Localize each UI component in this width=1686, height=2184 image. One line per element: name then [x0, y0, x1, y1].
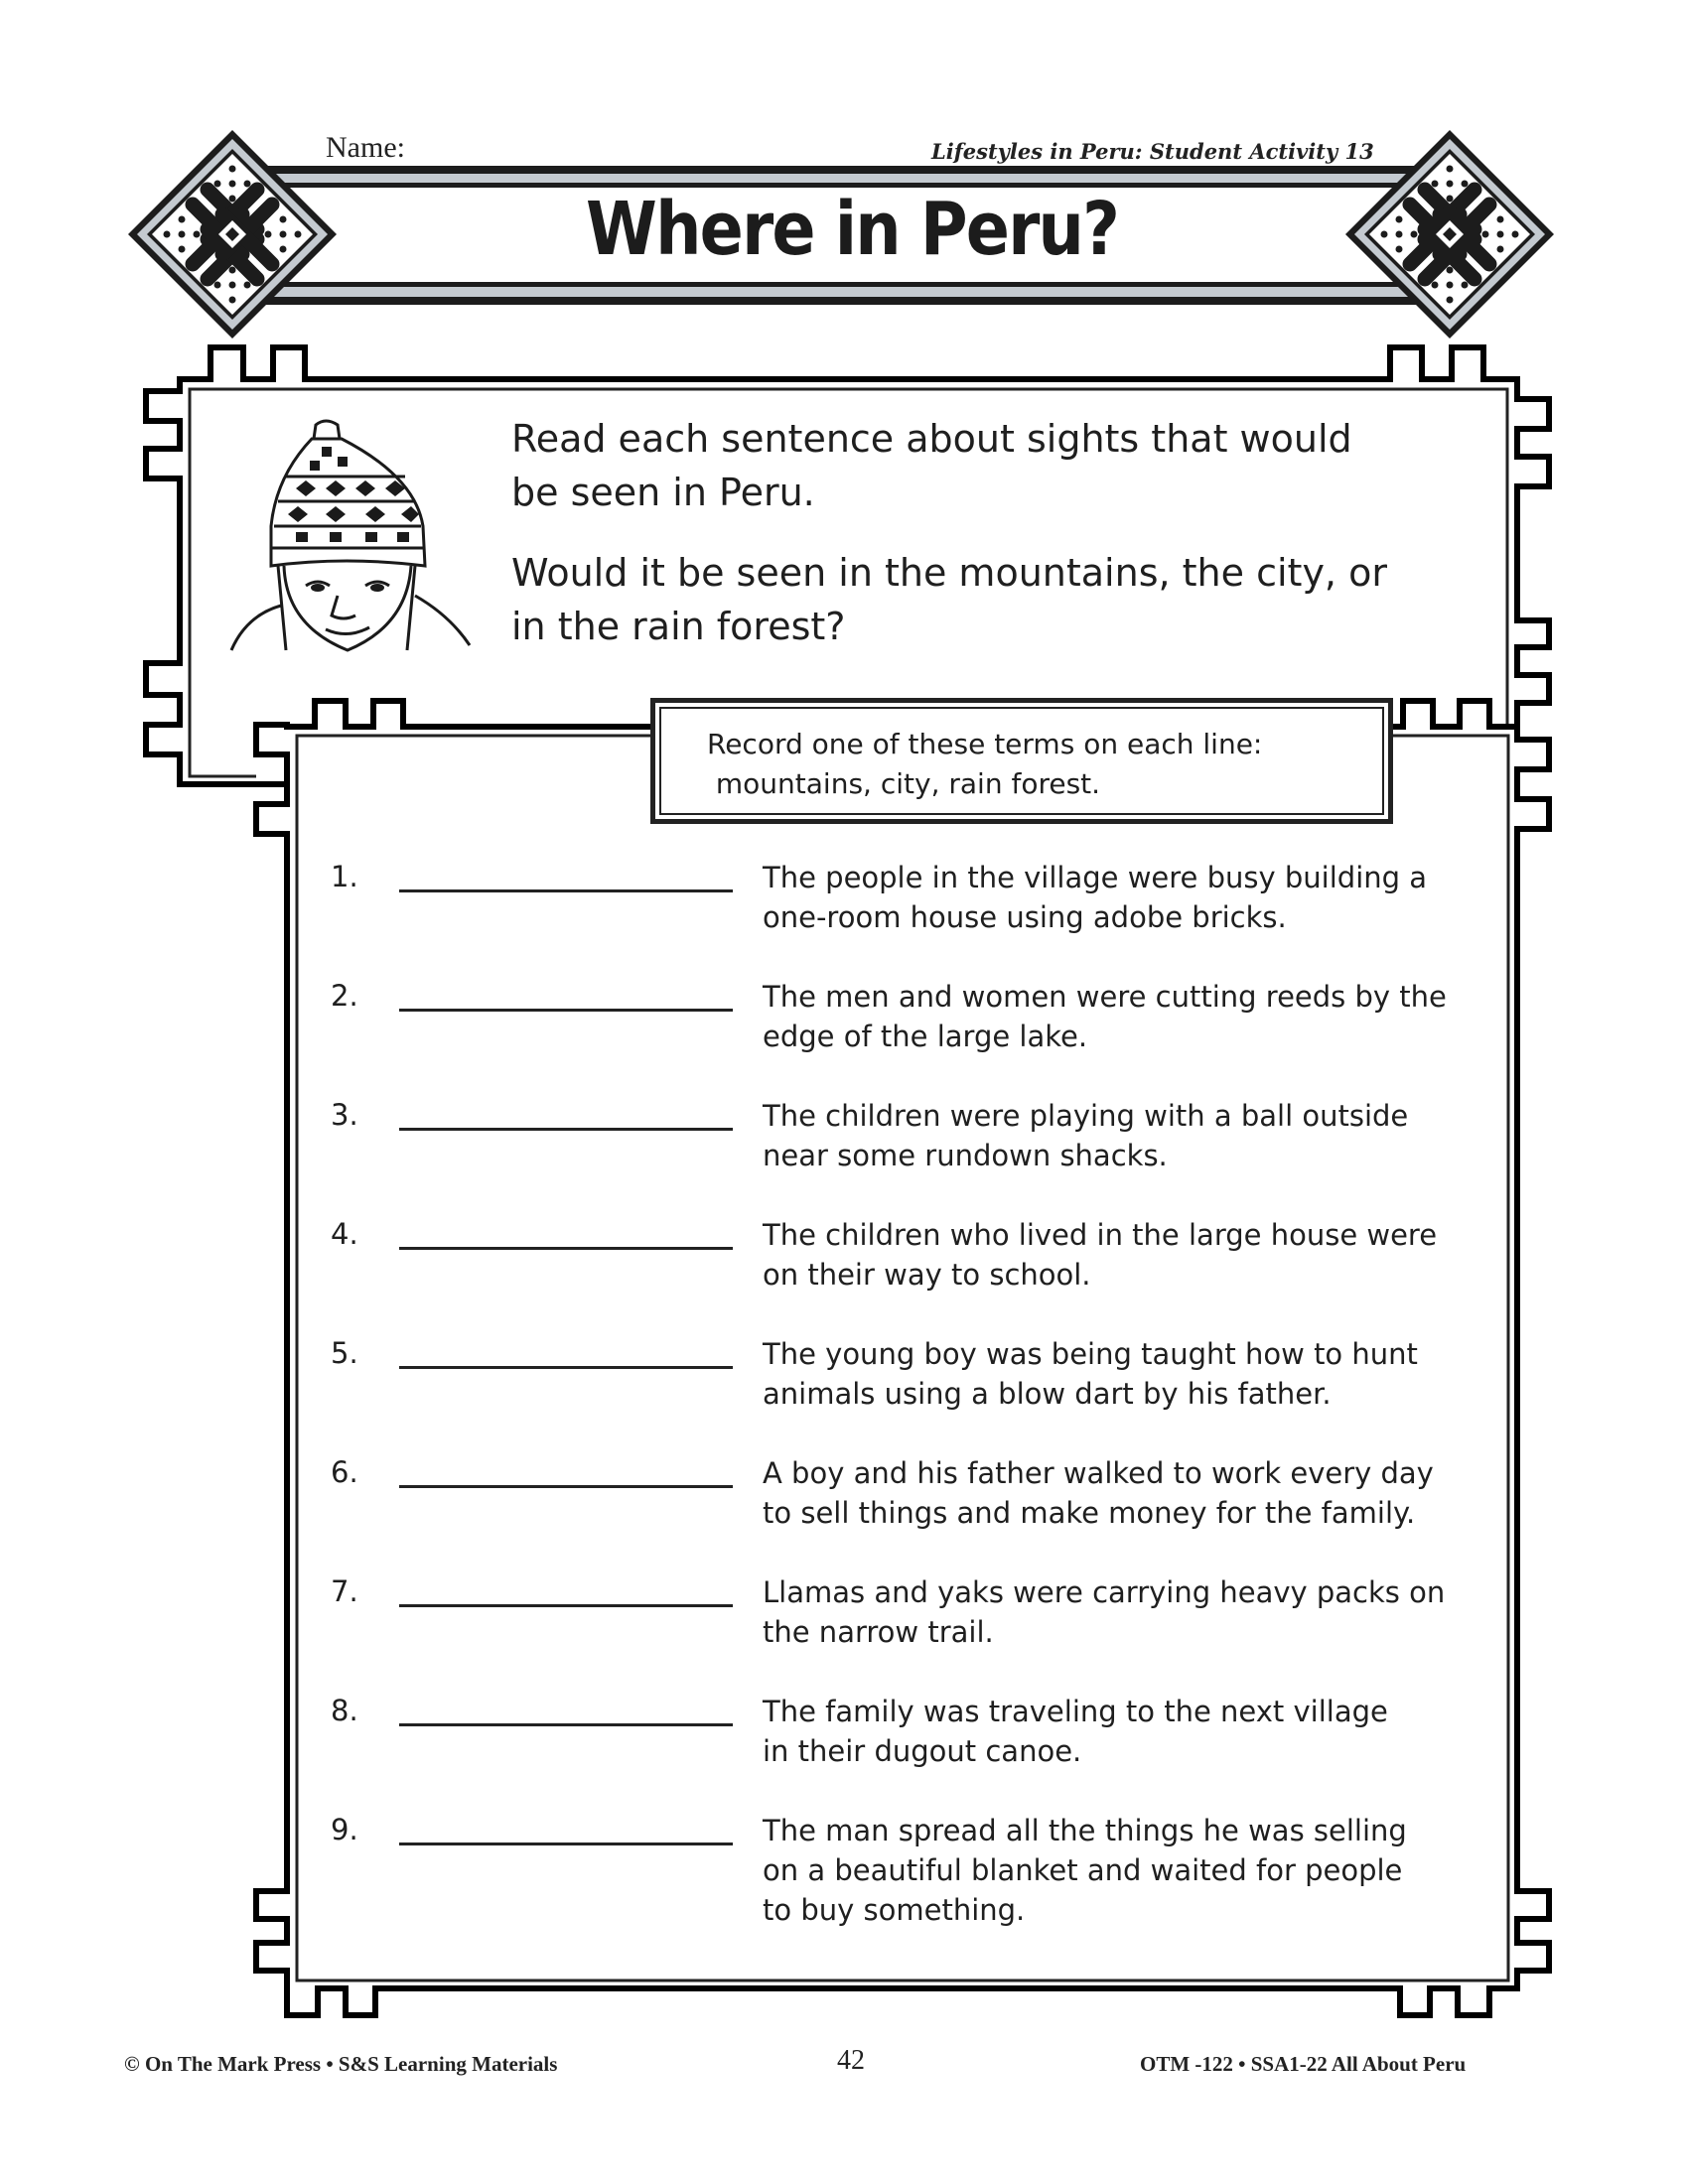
page-number: 42 — [837, 2045, 865, 2076]
answer-line-6[interactable] — [399, 1485, 733, 1488]
question-text: The people in the village were busy building a one-room house using adobe bricks. — [763, 861, 1428, 934]
instructions-line: mountains, city, rain forest. — [707, 767, 1101, 800]
answer-line-3[interactable] — [399, 1128, 733, 1131]
answer-line-5[interactable] — [399, 1366, 733, 1369]
question-text: The children were playing with a ball outside near some rundown shacks. — [763, 1099, 1409, 1172]
footer-product-code: OTM -122 • SSA1-22 All About Peru — [1140, 2052, 1467, 2076]
question-text: The young boy was being taught how to hunt animals using a blow dart by his father. — [763, 1337, 1418, 1411]
question-text: A boy and his father walked to work every day to sell things and make money for the family. — [763, 1456, 1434, 1530]
diamond-ornament-right — [1345, 130, 1554, 339]
intro-paragraph-1 — [511, 412, 1352, 519]
intro-line: Would it be seen in the mountains, the city, or — [511, 551, 1387, 595]
question-number: 6. — [331, 1455, 358, 1489]
question-number: 5. — [331, 1336, 358, 1370]
instructions-box — [650, 698, 1393, 824]
question-number: 7. — [331, 1574, 358, 1608]
question-text: The children who lived in the large house were on their way to school. — [763, 1218, 1438, 1292]
question-number: 4. — [331, 1217, 358, 1251]
answer-line-7[interactable] — [399, 1604, 733, 1607]
answer-line-8[interactable] — [399, 1723, 733, 1726]
question-number: 3. — [331, 1098, 358, 1132]
portrait-icon — [226, 417, 475, 655]
question-text: The family was traveling to the next village in their dugout canoe. — [763, 1695, 1388, 1768]
footer-publisher: © On The Mark Press • S&S Learning Materials — [124, 2052, 558, 2076]
intro-line: Read each sentence about sights that would — [511, 417, 1352, 461]
question-text: The man spread all the things he was selling on a beautiful blanket and waited for people to buy something. — [763, 1814, 1407, 1927]
answer-line-2[interactable] — [399, 1009, 733, 1012]
question-number: 1. — [331, 860, 358, 893]
answer-line-1[interactable] — [399, 889, 733, 892]
question-text: The men and women were cutting reeds by the edge of the large lake. — [763, 980, 1447, 1053]
instructions-text — [707, 725, 1262, 804]
answer-line-9[interactable] — [399, 1843, 733, 1845]
intro-line: be seen in Peru. — [511, 471, 815, 514]
question-number: 8. — [331, 1694, 358, 1727]
question-number: 9. — [331, 1813, 358, 1846]
diamond-ornament-left — [128, 130, 337, 339]
page-title: Where in Peru? — [586, 187, 1119, 272]
question-text: Llamas and yaks were carrying heavy packs on the narrow trail. — [763, 1575, 1446, 1649]
instructions-line: Record one of these terms on each line: — [707, 728, 1263, 760]
question-number: 2. — [331, 979, 358, 1013]
intro-paragraph-2 — [511, 546, 1387, 653]
intro-line: in the rain forest? — [511, 605, 846, 648]
answer-line-4[interactable] — [399, 1247, 733, 1250]
activity-label: Lifestyles in Peru: Student Activity 13 — [931, 139, 1374, 164]
name-label: Name: — [326, 131, 405, 164]
